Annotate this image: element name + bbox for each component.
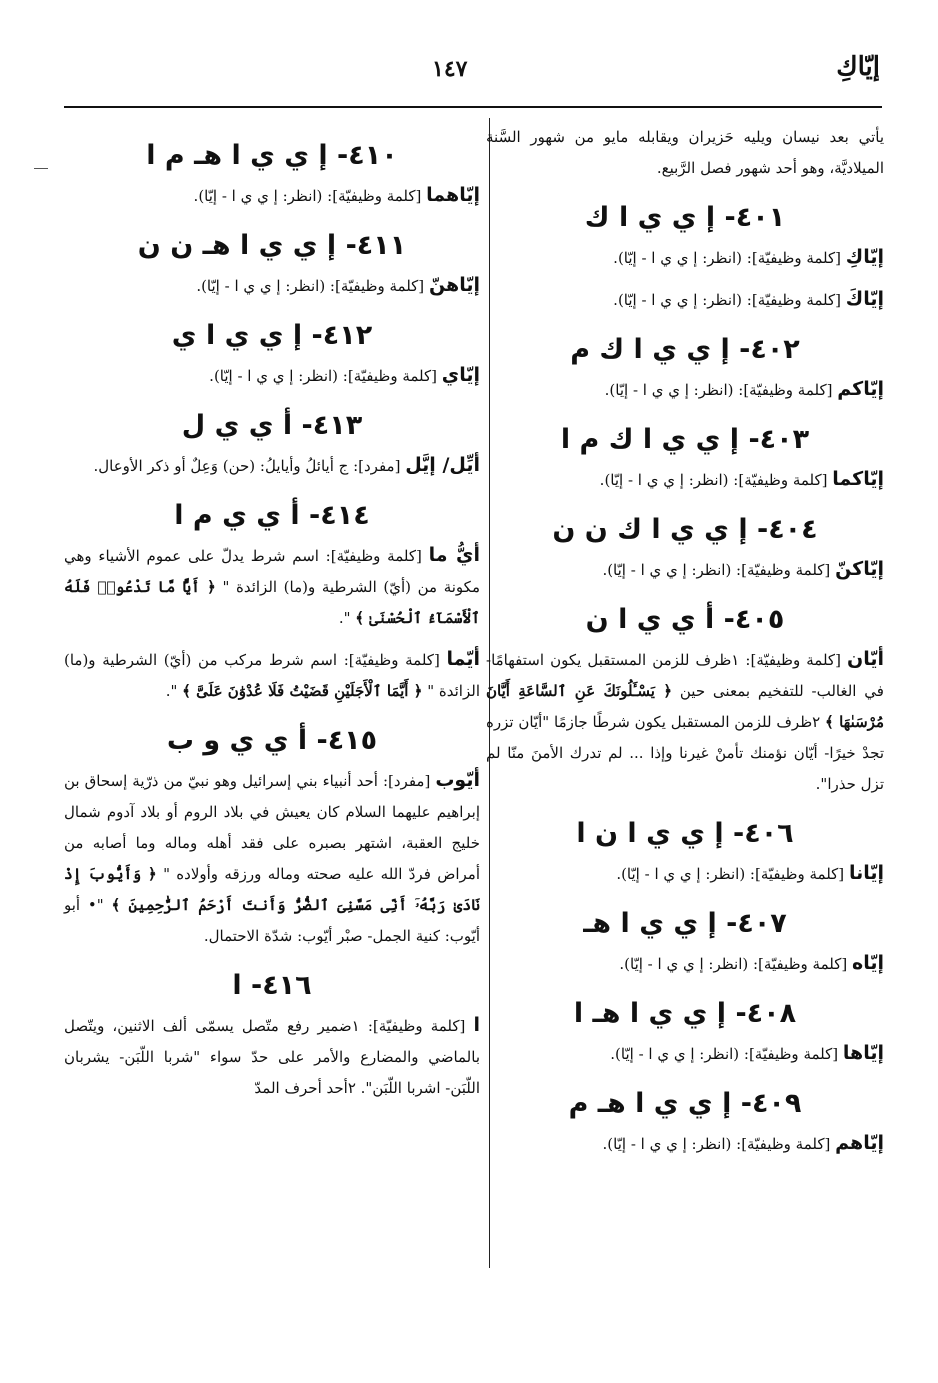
section-heading: ٤١١- إ ي ي ا هـ ن ن — [137, 230, 407, 261]
entry-definition: [كلمة وظيفيّة]: اسم شرط يدلّ على عموم الأشياء وهي مكونة من (أيّ) الشرطية و(ما) الزائدة " — [64, 547, 480, 596]
section-heading: ٤٠١- إ ي ي ا ك — [584, 202, 786, 233]
section-heading: ٤١٢- إ ي ي ا ي — [171, 320, 373, 351]
dictionary-entry — [486, 554, 884, 586]
section-heading: ٤١٥- أ ي ي و ب — [166, 725, 378, 756]
header-rule — [64, 106, 882, 108]
section-heading: ٤٠٢- إ ي ي ا ك م — [570, 334, 800, 365]
dictionary-entry — [64, 360, 480, 392]
entry-definition-cont: ". — [165, 682, 178, 700]
entry-definition-cont: ". — [338, 609, 351, 627]
entry-headword: أيُّ ما — [428, 544, 480, 566]
entry-definition-cont: "• أبو أيّوب: كنية الجمل- صبْر أيّوب: شدّة الاحتمال. — [64, 896, 480, 945]
right-column-entries — [486, 200, 884, 1160]
page-header — [60, 52, 880, 92]
entry-definition: [كلمة وظيفيّة]: (انظر: إ ي ي ا - إيّا). — [602, 561, 831, 579]
left-column — [64, 122, 480, 1114]
section-heading: ٤٠٤- إ ي ي ا ك ن ن — [552, 514, 818, 545]
entry-headword: إيّاكَ — [845, 288, 884, 310]
entry-definition: [كلمة وظيفيّة]: (انظر: إ ي ي ا - إيّا). — [196, 277, 425, 295]
entry-headword: أيّوب — [435, 769, 480, 791]
page-number: ١٤٧ — [432, 56, 468, 82]
section-heading: ٤٠٣- إ ي ي ا ك م ا — [560, 424, 810, 455]
dictionary-entry — [486, 1128, 884, 1160]
entry-headword: إيّاكم — [837, 378, 884, 400]
entry-definition: [كلمة وظيفيّة]: ١ضمير رفع متّصل يسمّى ألف الاثنين، ويتّصل بالماضي والمضارع والأمر على حدّ سواء "شربا اللّبَن- يشربان اللّبَن- اشربا اللّبَن". ٢أحد أحرف المدّ — [64, 1017, 480, 1097]
quran-quote: ﴿ وَأَيُّوبَ إِذْ نَادَىٰ رَبَّهُۥٓ أَنِّى مَسَّنِىَ ٱلضُّرُّ وَأَنتَ أَرْحَمُ ٱلرَّٰحِمِينَ ﴾ — [64, 865, 480, 914]
dictionary-entry — [64, 270, 480, 302]
lead-paragraph: يأتي بعد نيسان ويليه حَزيران ويقابله مايو من شهور السَّنة الميلاديَّة، وهو أحد شهور فصل الرَّبيع. — [486, 128, 884, 177]
entry-headword: إيّاهنّ — [428, 274, 480, 296]
section-heading: ٤٠٧- إ ي ي ا هـ — [583, 908, 787, 939]
entry-definition-cont: ٢ظرف للزمن المستقبل يكون شرطًا جازمًا "أيّان تزره تجدْ خيرًا- أيّان نؤمنك تأمنْ غيرنا وإذا ... لم تدرك الأمنَ منّا لم تزل حذرا". — [486, 713, 884, 793]
entry-definition: [كلمة وظيفيّة]: (انظر: إ ي ي ا - إيّا). — [619, 955, 848, 973]
entry-headword: أيّما — [446, 648, 480, 670]
margin-mark — [34, 168, 48, 169]
quran-quote: ﴿ أَيًّا مَّا تَدْعُوا۟ فَلَهُ ٱلْأَسْمَآءُ ٱلْحُسْنَىٰ ﴾ — [64, 578, 480, 627]
running-head: إيّاكِ — [836, 52, 880, 82]
entry-headword: إيّاي — [441, 364, 480, 386]
dictionary-entry — [64, 765, 480, 952]
entry-definition: [كلمة وظيفيّة]: (انظر: إ ي ي ا - إيّا). — [610, 1045, 839, 1063]
dictionary-entry — [486, 858, 884, 890]
dictionary-entry — [64, 450, 480, 482]
entry-headword: إيّاها — [842, 1042, 884, 1064]
entry-headword: إيّاكما — [832, 468, 884, 490]
entry-definition: [كلمة وظيفيّة]: (انظر: إ ي ي ا - إيّا). — [193, 187, 422, 205]
entry-definition: [كلمة وظيفيّة]: (انظر: إ ي ي ا - إيّا). — [613, 291, 842, 309]
dictionary-entry — [486, 1038, 884, 1070]
entry-definition: [كلمة وظيفيّة]: (انظر: إ ي ي ا - إيّا). — [616, 865, 845, 883]
entry-headword: إيّانا — [848, 862, 884, 884]
entry-headword: ا — [473, 1014, 480, 1036]
quran-quote: ﴿ يَسْـَٔلُونَكَ عَنِ ٱلسَّاعَةِ أَيَّانَ مُرْسَىٰهَا ﴾ — [486, 682, 884, 731]
entry-headword: أيّان — [847, 648, 884, 670]
entry-definition: [كلمة وظيفيّة]: ١ظرف للزمن المستقبل يكون استفهامًا- في الغالب- للتفخيم بمعنى حين — [486, 651, 884, 700]
quran-quote: ﴿ أَيَّمَا ٱلْأَجَلَيْنِ قَضَيْتُ فَلَا عُدْوَٰنَ عَلَىَّ ﴾ — [182, 682, 423, 700]
entry-headword: إيّاكِ — [845, 246, 884, 268]
left-column-entries — [64, 138, 480, 1104]
section-heading: ٤١٤- أ ي ي م ا — [174, 500, 370, 531]
section-heading: ٤١٣- أ ي ي ل — [181, 410, 363, 441]
dictionary-entry — [64, 1010, 480, 1104]
entry-definition: [كلمة وظيفيّة]: (انظر: إ ي ي ا - إيّا). — [613, 249, 842, 267]
section-heading: ٤٠٩- إ ي ي ا هـ م — [568, 1088, 802, 1119]
section-heading: ٤١٠- إ ي ي ا هـ م ا — [146, 140, 398, 171]
entry-headword: أيِّل/ إيَّل — [405, 454, 480, 476]
entry-definition: [كلمة وظيفيّة]: (انظر: إ ي ي ا - إيّا). — [604, 381, 833, 399]
section-heading: ٤٠٦- إ ي ي ا ن ا — [576, 818, 794, 849]
entry-definition: [مفرد]: ج أيائلُ وأيايلُ: (حن) وَعِلٌ أو ذكر الأوعال. — [93, 457, 401, 475]
entry-definition: [كلمة وظيفيّة]: اسم شرط مركب من (أيّ) الشرطية و(ما) الزائدة " — [64, 651, 480, 700]
section-heading: ٤١٦- ا — [232, 970, 312, 1001]
dictionary-entry — [486, 284, 884, 316]
dictionary-entry — [486, 374, 884, 406]
dictionary-entry — [64, 540, 480, 634]
entry-headword: إيّاكنّ — [835, 558, 884, 580]
entry-definition: [كلمة وظيفيّة]: (انظر: إ ي ي ا - إيّا). — [602, 1135, 831, 1153]
entry-headword: إيّاهم — [835, 1132, 884, 1154]
section-heading: ٤٠٥- أ ي ي ا ن — [585, 604, 785, 635]
entry-definition: [كلمة وظيفيّة]: (انظر: إ ي ي ا - إيّا). — [599, 471, 828, 489]
right-column — [486, 122, 884, 1170]
entry-headword: إيّاه — [852, 952, 884, 974]
dictionary-entry — [64, 644, 480, 707]
dictionary-entry — [64, 180, 480, 212]
entry-headword: إيّاهما — [426, 184, 480, 206]
dictionary-entry — [486, 464, 884, 496]
dictionary-entry — [486, 242, 884, 274]
entry-definition: [كلمة وظيفيّة]: (انظر: إ ي ي ا - إيّا). — [209, 367, 438, 385]
dictionary-entry — [486, 948, 884, 980]
entry-definition: [مفرد]: أحد أنبياء بني إسرائيل وهو نبيّ من ذرّية إسحاق بن إبراهيم عليهما السلام كان يعيش في بلاد الروم أو بلاد آدوم شمال خليج العقبة، اشتهر بصبره على فقد أهله وماله وما أصابه من أمراض فردّ الله عليه صحته وماله ورزقه وأولاده " — [64, 772, 480, 883]
section-heading: ٤٠٨- إ ي ي ا هـ ا — [573, 998, 797, 1029]
dictionary-entry — [486, 644, 884, 800]
